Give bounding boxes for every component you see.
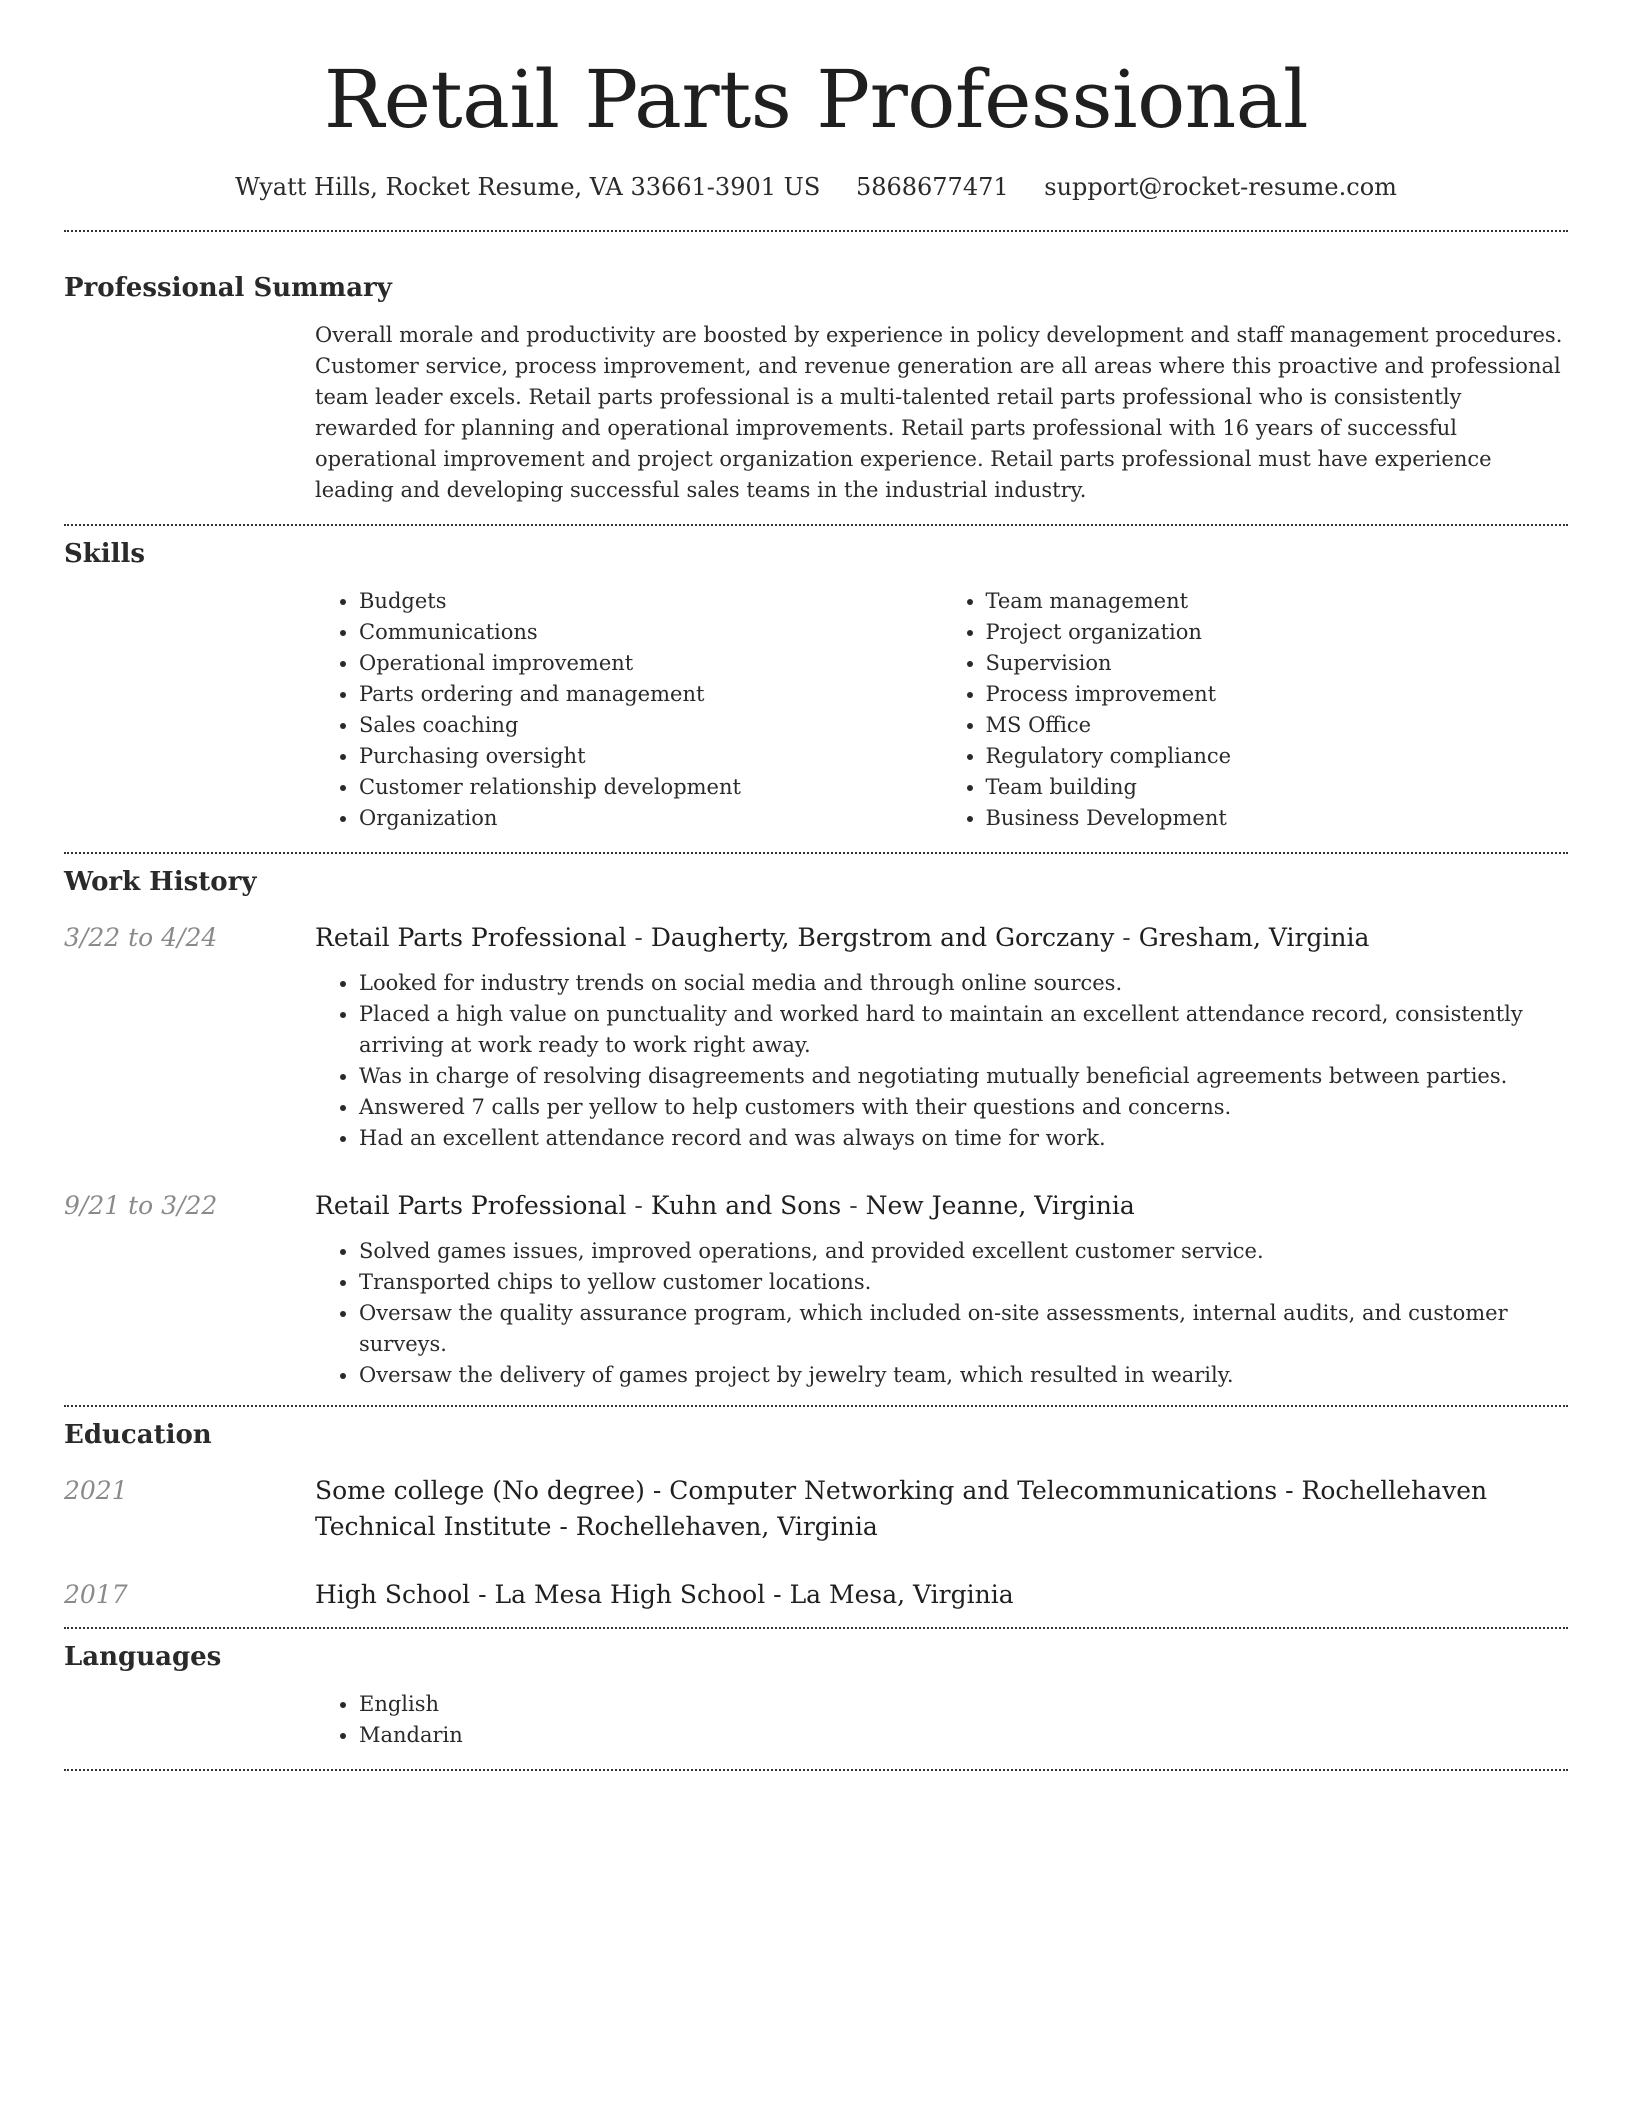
languages-section (64, 1629, 1568, 1751)
job-entry (64, 1188, 1568, 1391)
job-bullet: • Looked for industry trends on social media and through online sources. (359, 968, 1568, 999)
education-date: 2017 (64, 1580, 128, 1609)
skill-item: • Parts ordering and management (359, 679, 942, 710)
job-bullet: • Solved games issues, improved operations, and provided excellent customer service. (359, 1236, 1568, 1267)
skill-item: • Customer relationship development (359, 772, 942, 803)
contact-phone: 5868677471 (855, 173, 1009, 201)
section-title: Professional Summary (64, 273, 392, 303)
skill-item: • Operational improvement (359, 648, 942, 679)
skills-grid (315, 586, 1568, 834)
job-heading: Retail Parts Professional - Kuhn and Sons - New Jeanne, Virginia (315, 1191, 1135, 1220)
contact-email: support@rocket-resume.com (1044, 173, 1397, 201)
job-location: Gresham, Virginia (1138, 923, 1370, 952)
section-title: Education (64, 1420, 212, 1450)
skill-item: • Team building (986, 772, 1569, 803)
education-date: 2021 (64, 1476, 128, 1505)
job-bullets (315, 968, 1568, 1154)
education-degree: High School (315, 1580, 471, 1609)
resume-page (64, 0, 1568, 1771)
job-dates: 9/21 to 3/22 (64, 1191, 218, 1220)
skill-item: • Budgets (359, 586, 942, 617)
job-bullet: • Transported chips to yellow customer locations. (359, 1267, 1568, 1298)
section-title: Skills (64, 539, 146, 569)
resume-header (64, 0, 1568, 204)
job-bullet: • Oversaw the delivery of games project by jewelry team, which resulted in wearily. (359, 1360, 1568, 1391)
job-bullets (315, 1236, 1568, 1391)
language-item: • Mandarin (359, 1720, 1568, 1751)
work-section (64, 854, 1568, 1391)
section-title: Languages (64, 1642, 222, 1672)
skill-item: • Communications (359, 617, 942, 648)
skill-item: • Process improvement (986, 679, 1569, 710)
skill-item: • Sales coaching (359, 710, 942, 741)
job-bullet: • Oversaw the quality assurance program, which included on-site assessments, internal audits, and customer surveys. (359, 1298, 1568, 1360)
job-dates: 3/22 to 4/24 (64, 923, 218, 952)
skill-item: • Business Development (986, 803, 1569, 834)
job-heading: Retail Parts Professional - Daugherty, Bergstrom and Gorczany - Gresham, Virginia (315, 923, 1370, 952)
contact-address: Wyatt Hills, Rocket Resume, VA 33661-3901 US (235, 173, 821, 201)
job-location: New Jeanne, Virginia (865, 1191, 1135, 1220)
divider (64, 1769, 1568, 1771)
contact-line (64, 170, 1568, 204)
job-bullet: • Placed a high value on punctuality and worked hard to maintain an excellent attendance record, consistently arriving at work ready to work right away. (359, 999, 1568, 1061)
languages-list (315, 1689, 1568, 1751)
skill-item: • Purchasing oversight (359, 741, 942, 772)
job-bullet: • Answered 7 calls per yellow to help customers with their questions and concerns. (359, 1092, 1568, 1123)
job-company: Kuhn and Sons (650, 1191, 842, 1220)
job-entry (64, 920, 1568, 1154)
skills-section (64, 526, 1568, 834)
skill-item: • Organization (359, 803, 942, 834)
job-bullet: • Was in charge of resolving disagreements and negotiating mutually beneficial agreements between parties. (359, 1061, 1568, 1092)
skills-list-left (315, 586, 942, 834)
education-degree: Some college (No degree) - Computer Networking and Telecommunications (315, 1476, 1278, 1505)
section-title: Work History (64, 867, 257, 897)
candidate-name: Retail Parts Professional (323, 53, 1309, 146)
education-school: - La Mesa High School - La Mesa, Virginia (470, 1580, 1014, 1609)
languages-list-wrap (315, 1689, 1568, 1751)
skill-item: • Regulatory compliance (986, 741, 1569, 772)
education-school: - Rochellehaven Technical Institute - Rochellehaven, Virginia (315, 1476, 1488, 1541)
job-company: Daugherty, Bergstrom and Gorczany (650, 923, 1115, 952)
education-entry (64, 1577, 1568, 1613)
job-bullet: • Had an excellent attendance record and was always on time for work. (359, 1123, 1568, 1154)
skill-item: • MS Office (986, 710, 1569, 741)
skill-item: • Team management (986, 586, 1569, 617)
summary-text: Overall morale and productivity are boosted by experience in policy development and staff management procedures. Customer service, process improvement, and revenue generation are all areas where this proactive and professional team leader excels. Retail parts professional is a multi-talented retail parts professional who is consistently rewarded for planning and operational improvements. Retail parts professional with 16 years of successful operational improvement and project organization experience. Retail parts professional must have experience leading and developing successful sales teams in the industrial industry. (315, 323, 1563, 502)
skill-item: • Supervision (986, 648, 1569, 679)
job-role: Retail Parts Professional (315, 923, 627, 952)
summary-section (64, 232, 1568, 506)
education-section (64, 1407, 1568, 1613)
language-item: • English (359, 1689, 1568, 1720)
education-entry (64, 1473, 1568, 1545)
job-role: Retail Parts Professional (315, 1191, 627, 1220)
skills-list-right (942, 586, 1569, 834)
skill-item: • Project organization (986, 617, 1569, 648)
